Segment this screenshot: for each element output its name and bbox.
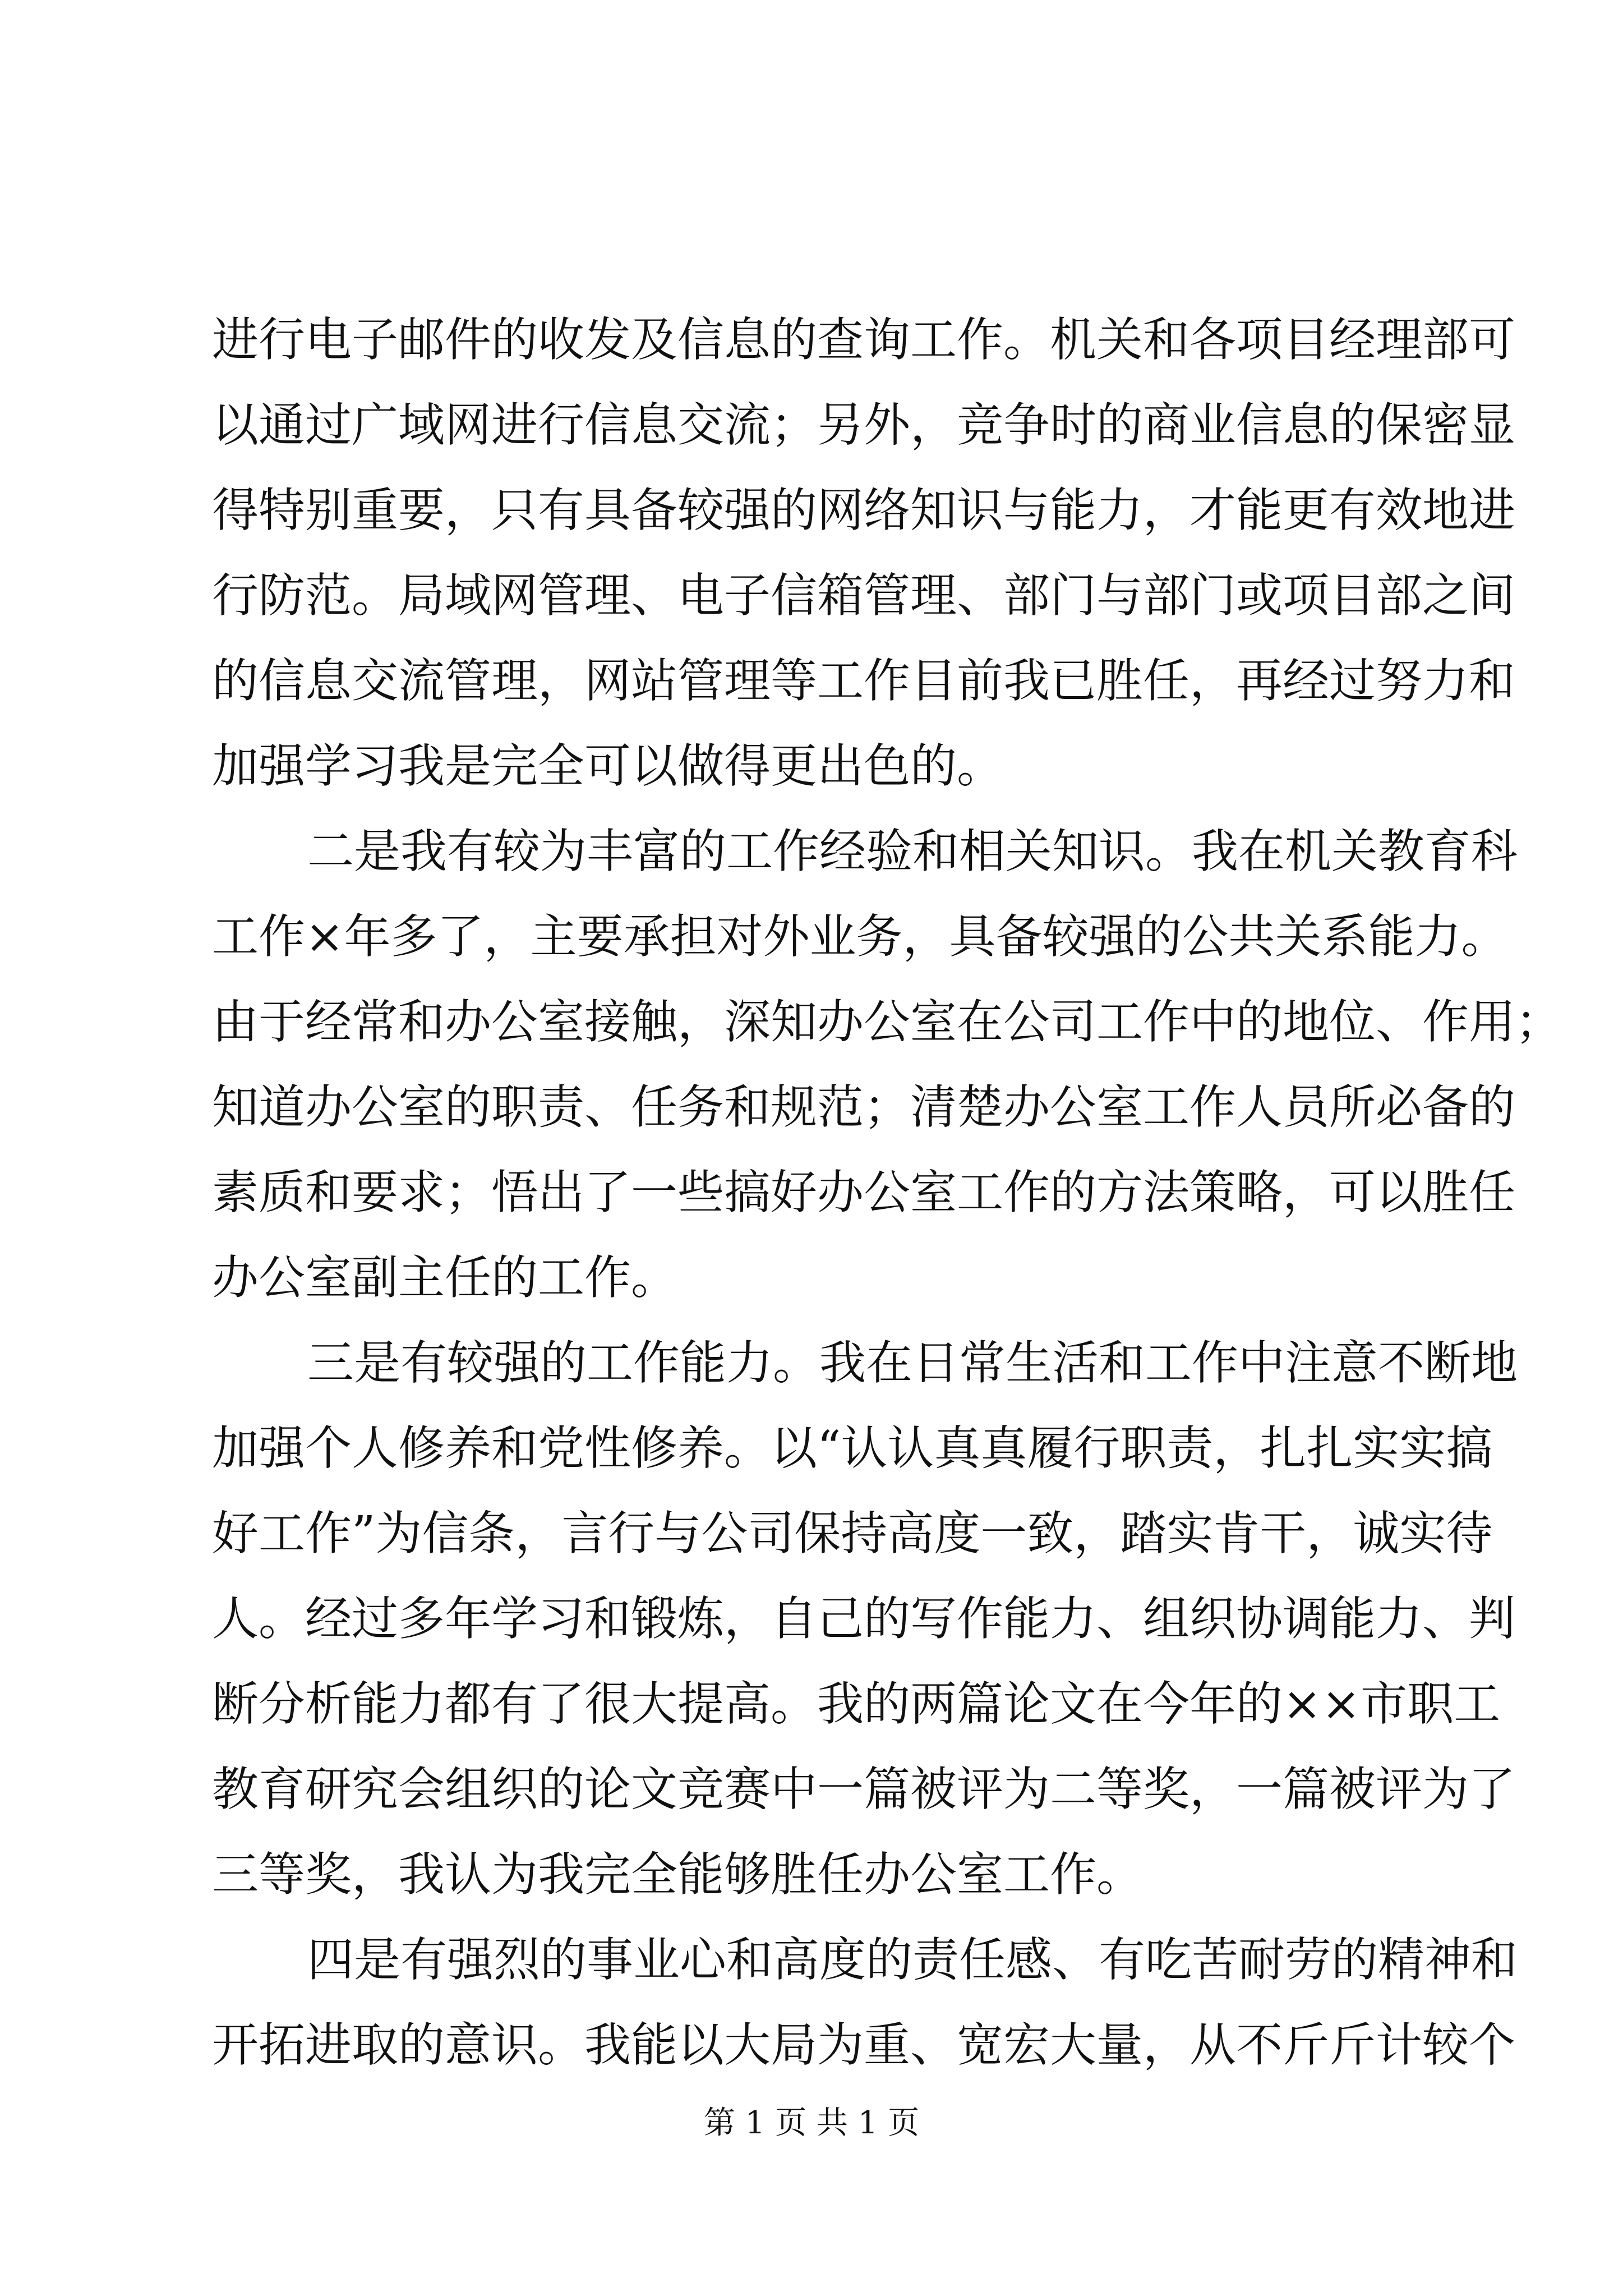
text-line: 开拓进取的意识。我能以大局为重、宽宏大量，从不斤斤计较个 <box>212 2018 1515 2072</box>
text-line: 三等奖，我认为我完全能够胜任办公室工作。 <box>212 1847 1143 1902</box>
text-line: 素质和要求；悟出了一些搞好办公室工作的方法策略，可以胜任 <box>212 1165 1515 1220</box>
paragraph-start-line: 三是有较强的工作能力。我在日常生活和工作中注意不断地 <box>307 1336 1518 1390</box>
body-text <box>212 297 1562 2088</box>
text-line: 教育研究会组织的论文竞赛中一篇被评为二等奖，一篇被评为了 <box>212 1762 1515 1816</box>
text-line: 断分析能力都有了很大提高。我的两篇论文在今年的××市职工 <box>212 1677 1501 1731</box>
text-line: 人。经过多年学习和锻炼，自己的写作能力、组织协调能力、判 <box>212 1591 1515 1646</box>
text-line: 由于经常和办公室接触，深知办公室在公司工作中的地位、作用； <box>212 995 1562 1049</box>
text-line: 得特别重要，只有具备较强的网络知识与能力，才能更有效地进 <box>212 483 1515 537</box>
text-line: 加强个人修养和党性修养。以“认认真真履行职责，扎扎实实搞 <box>212 1421 1493 1475</box>
text-line: 知道办公室的职责、任务和规范；清楚办公室工作人员所必备的 <box>212 1080 1515 1134</box>
paragraph-start-line: 二是我有较为丰富的工作经验和相关知识。我在机关教育科 <box>307 824 1518 878</box>
text-line: 以通过广域网进行信息交流；另外，竞争时的商业信息的保密显 <box>212 398 1515 452</box>
text-line: 加强学习我是完全可以做得更出色的。 <box>212 739 1003 793</box>
text-line: 办公室副主任的工作。 <box>212 1250 677 1305</box>
paragraph-start-line: 四是有强烈的事业心和高度的责任感、有吃苦耐劳的精神和 <box>307 1932 1518 1987</box>
text-line: 行防范。局域网管理、电子信箱管理、部门与部门或项目部之间 <box>212 568 1515 623</box>
page-footer: 第 1 页 共 1 页 <box>703 2105 920 2141</box>
text-line: 的信息交流管理，网站管理等工作目前我已胜任，再经过努力和 <box>212 654 1515 708</box>
text-line: 好工作”为信条，言行与公司保持高度一致，踏实肯干，诚实待 <box>212 1506 1493 1561</box>
text-line: 进行电子邮件的收发及信息的查询工作。机关和各项目经理部可 <box>212 312 1515 367</box>
text-line: 工作×年多了，主要承担对外业务，具备较强的公共关系能力。 <box>212 909 1508 964</box>
